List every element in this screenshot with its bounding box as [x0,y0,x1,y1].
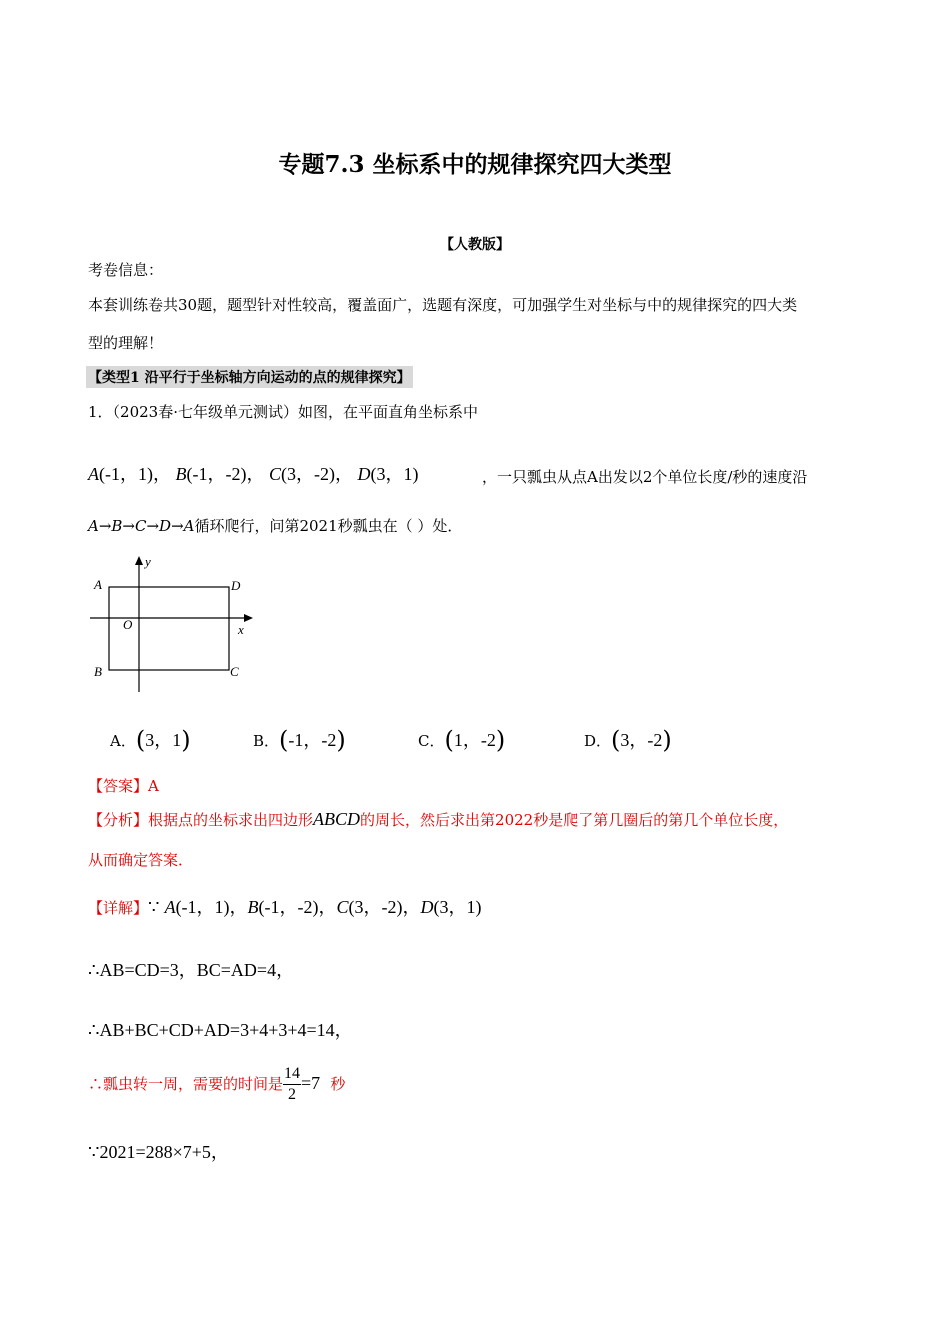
because-symbol: ∵ [148,897,160,917]
point-b-coords: (-1，-2) [186,464,247,484]
option-d-value: 3，-2 [620,730,663,750]
detail-step-1: ∴AB=CD=3，BC=AD=4， [88,960,295,980]
option-b-value: -1，-2 [288,730,337,750]
detail-point-c: (3，-2) [348,897,403,917]
intro-line-1: 本套训练卷共30题，题型针对性较高，覆盖面广，选题有深度，可加强学生对坐标与中的规律探究的四大类 [88,296,798,314]
detail-line-1: 【详解】∵ A(-1，1)，B(-1，-2)，C(3，-2)，D(3，1) [88,897,482,917]
analysis-label: 【分析】 [88,811,149,829]
fraction-numerator: 14 [283,1064,301,1085]
option-a[interactable]: A．(3，1) [110,726,191,754]
question-1-line-1: 1．（2023春·七年级单元测试）如图，在平面直角坐标系中 [88,403,478,421]
detail-point-a: (-1，1) [175,897,230,917]
step-3-result: =7 [301,1073,321,1093]
question-1-points: A(-1，1)， B(-1，-2)， C(3，-2)， D(3，1) [88,464,419,484]
point-a-coords: (-1，1) [99,464,153,484]
option-a-value: 3，1 [145,730,182,750]
option-d[interactable]: D．(3，-2) [584,726,672,754]
label-point-c: C [230,664,239,679]
detail-step-4: ∵2021=288×7+5， [88,1142,229,1162]
option-a-label: A． [110,732,136,750]
point-d-coords: (3，1) [370,464,419,484]
analysis-text-2: 的周长，然后求出第2022秒是爬了第几圈后的第几个单位长度， [360,811,789,829]
detail-point-b: (-1，-2) [258,897,319,917]
exam-info-label: 考卷信息： [88,261,164,279]
page-title: 专题7.3 坐标系中的规律探究四大类型 [278,151,672,178]
detail-step-2: ∴AB+BC+CD+AD=3+4+3+4=14， [88,1020,353,1040]
analysis-text-1: 根据点的坐标求出四边形 [148,811,314,829]
label-y-axis: y [145,554,151,569]
point-c-coords: (3，-2) [280,464,335,484]
question-1-line-3 [88,515,462,536]
answer-label: 【答案】 [88,777,149,795]
option-c-label: C． [418,732,445,750]
answer-line [88,775,159,796]
fraction-14-over-2 [283,1064,301,1105]
section-heading-type1: 【类型1 沿平行于坐标轴方向运动的点的规律探究】 [86,366,413,388]
question-1-line-3-text: 循环爬行，问第2021秒瓢虫在（ ）处． [194,517,463,535]
answer-value: A [148,777,159,795]
label-point-b: B [94,664,102,679]
intro-line-2: 型的理解！ [88,334,164,352]
path-sequence: A→B→C→D→A [88,517,195,535]
step-3-text: ∴瓢虫转一周，需要的时间是 [88,1075,284,1093]
fraction-denominator: 2 [288,1086,297,1103]
analysis-abcd: ABCD [313,809,361,829]
label-point-d: D [231,578,241,593]
option-d-label: D． [584,732,612,750]
label-origin: O [123,617,133,632]
label-point-a: A [94,577,102,592]
detail-label: 【详解】 [88,899,149,917]
analysis-line-2: 从而确定答案． [88,851,194,869]
rectangle-figure [88,552,258,697]
option-c-value: 1，-2 [453,730,496,750]
edition-label: 【人教版】 [440,237,510,253]
option-b-label: B． [253,732,280,750]
detail-step-3 [88,1064,345,1105]
question-1-line-2-text: ，一只瓢虫从点A出发以2个单位长度/秒的速度沿 [482,468,808,486]
label-x-axis: x [238,622,244,637]
step-3-unit: 秒 [330,1075,346,1093]
option-b[interactable]: B．(-1，-2) [253,726,346,754]
option-c[interactable]: C．(1，-2) [418,726,506,754]
analysis-line-1 [88,809,788,830]
detail-point-d: (3，1) [433,897,482,917]
